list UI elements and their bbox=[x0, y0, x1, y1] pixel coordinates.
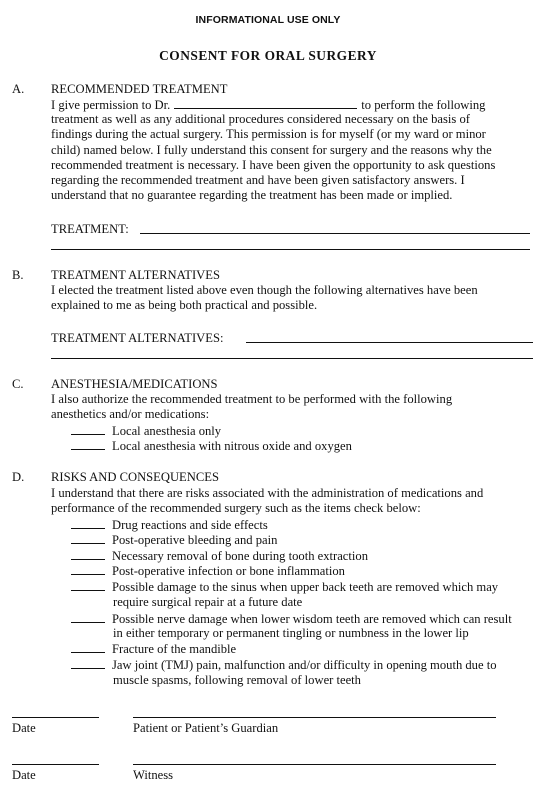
paragraph-line: I understand that there are risks associated with the administration of medications and bbox=[51, 486, 484, 500]
check-blank[interactable] bbox=[71, 423, 105, 435]
treatment-field-line-1[interactable] bbox=[140, 233, 530, 234]
alternatives-field-line-1[interactable] bbox=[246, 342, 533, 343]
check-blank[interactable] bbox=[71, 517, 105, 529]
section-a-line1-post: to perform the following bbox=[361, 98, 486, 112]
risk-label: Possible damage to the sinus when upper back teeth are removed which may bbox=[112, 580, 499, 594]
section-d-paragraph bbox=[51, 486, 523, 517]
paragraph-line: performance of the recommended surgery such as the items check below: bbox=[51, 501, 421, 516]
date-label-2: Date bbox=[12, 768, 36, 782]
check-blank[interactable] bbox=[71, 548, 105, 560]
witness-label: Witness bbox=[133, 768, 174, 782]
risk-item[interactable] bbox=[71, 563, 345, 579]
doctor-name-blank[interactable] bbox=[174, 97, 357, 109]
paragraph-line: I also authorize the recommended treatment to be performed with the following bbox=[51, 392, 453, 406]
anesthesia-option[interactable] bbox=[71, 438, 352, 454]
paragraph-line: anesthetics and/or medications: bbox=[51, 407, 210, 422]
paragraph-line: recommended treatment is necessary. I have been given the opportunity to ask questions bbox=[51, 157, 496, 172]
risk-item[interactable] bbox=[71, 657, 497, 673]
section-b-letter: B. bbox=[12, 268, 24, 282]
date-label-1: Date bbox=[12, 721, 36, 735]
witness-signature-line[interactable] bbox=[133, 764, 496, 765]
check-blank[interactable] bbox=[71, 563, 105, 575]
risk-item[interactable] bbox=[71, 548, 368, 564]
risk-label: Necessary removal of bone during tooth extraction bbox=[112, 549, 368, 563]
check-blank[interactable] bbox=[71, 532, 105, 544]
risk-label: Post-operative bleeding and pain bbox=[112, 533, 278, 547]
patient-signature-line[interactable] bbox=[133, 717, 496, 718]
option-label: Local anesthesia with nitrous oxide and oxygen bbox=[112, 439, 352, 453]
risk-item[interactable] bbox=[71, 579, 498, 595]
section-b-paragraph bbox=[51, 283, 523, 314]
risk-label: Jaw joint (TMJ) pain, malfunction and/or difficulty in opening mouth due to bbox=[112, 658, 497, 672]
alternatives-field-label: TREATMENT ALTERNATIVES: bbox=[51, 331, 224, 345]
anesthesia-option[interactable] bbox=[71, 423, 221, 439]
check-blank[interactable] bbox=[71, 579, 105, 591]
section-a-line1-pre: I give permission to Dr. bbox=[51, 98, 171, 112]
section-c-heading: ANESTHESIA/MEDICATIONS bbox=[51, 377, 218, 391]
check-blank[interactable] bbox=[71, 611, 105, 623]
risk-continuation: muscle spasms, following removal of lower teeth bbox=[113, 673, 361, 687]
paragraph-line: child) named below. I fully understand this consent for surgery and the reasons why the bbox=[51, 142, 492, 157]
risk-label: Drug reactions and side effects bbox=[112, 518, 268, 532]
risk-item[interactable] bbox=[71, 517, 268, 533]
section-a-paragraph bbox=[51, 112, 523, 204]
informational-header: INFORMATIONAL USE ONLY bbox=[195, 14, 341, 26]
paragraph-line: I elected the treatment listed above even though the following alternatives have been bbox=[51, 283, 478, 297]
risk-continuation: in either temporary or permanent tingling or numbness in the lower lip bbox=[113, 626, 469, 640]
option-label: Local anesthesia only bbox=[112, 424, 222, 438]
risk-item[interactable] bbox=[71, 641, 236, 657]
risk-item[interactable] bbox=[71, 611, 512, 627]
date-signature-line-1[interactable] bbox=[12, 717, 99, 718]
paragraph-line: treatment as well as any additional procedures considered necessary on the basis of bbox=[51, 112, 470, 126]
date-signature-line-2[interactable] bbox=[12, 764, 99, 765]
paragraph-line: understand that no guarantee regarding the treatment has been made or implied. bbox=[51, 188, 453, 203]
check-blank[interactable] bbox=[71, 657, 105, 669]
section-a-heading: RECOMMENDED TREATMENT bbox=[51, 82, 228, 96]
treatment-field-label: TREATMENT: bbox=[51, 222, 129, 236]
patient-guardian-label: Patient or Patient’s Guardian bbox=[133, 721, 279, 735]
paragraph-line: regarding the recommended treatment and have been given satisfactory answers. I bbox=[51, 173, 465, 188]
paragraph-line: explained to me as being both practical and possible. bbox=[51, 298, 318, 313]
risk-continuation: require surgical repair at a future date bbox=[113, 595, 303, 609]
section-b-heading: TREATMENT ALTERNATIVES bbox=[51, 268, 220, 282]
risk-item[interactable] bbox=[71, 532, 277, 548]
treatment-field-line-2[interactable] bbox=[51, 249, 530, 250]
section-d-heading: RISKS AND CONSEQUENCES bbox=[51, 470, 219, 484]
section-d-letter: D. bbox=[12, 470, 25, 484]
risk-label: Post-operative infection or bone inflammation bbox=[112, 564, 345, 578]
check-blank[interactable] bbox=[71, 438, 105, 450]
risk-label: Fracture of the mandible bbox=[112, 642, 237, 656]
risk-label: Possible nerve damage when lower wisdom teeth are removed which can result bbox=[112, 612, 512, 626]
paragraph-line: findings during the actual surgery. This permission is for myself (or my ward or minor bbox=[51, 127, 486, 142]
check-blank[interactable] bbox=[71, 641, 105, 653]
page-title: CONSENT FOR ORAL SURGERY bbox=[159, 48, 377, 63]
alternatives-field-line-2[interactable] bbox=[51, 358, 533, 359]
section-c-paragraph bbox=[51, 392, 523, 423]
section-a-doctor-line bbox=[51, 97, 523, 113]
section-a-letter: A. bbox=[12, 82, 25, 96]
section-c-letter: C. bbox=[12, 377, 24, 391]
